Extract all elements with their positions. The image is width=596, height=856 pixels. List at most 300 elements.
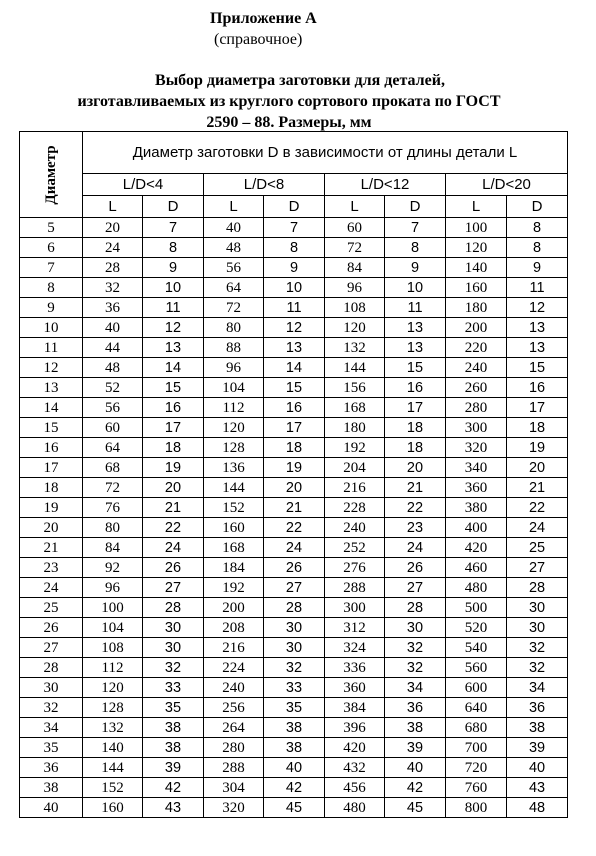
table-row [20, 498, 568, 518]
length-cell: 288 [325, 578, 385, 598]
diameter-cell: 5 [20, 218, 83, 238]
diameter-column-header [20, 132, 83, 218]
table-row [20, 258, 568, 278]
length-cell: 60 [83, 418, 143, 438]
blank-diameter-cell: 21 [385, 478, 446, 498]
blank-diameter-cell: 38 [143, 738, 204, 758]
length-cell: 152 [83, 778, 143, 798]
table-row [20, 678, 568, 698]
header-row-groups [20, 174, 568, 196]
blank-diameter-cell: 40 [507, 758, 568, 778]
diameter-cell: 13 [20, 378, 83, 398]
blank-diameter-cell: 30 [385, 618, 446, 638]
length-cell: 104 [83, 618, 143, 638]
table-row [20, 238, 568, 258]
length-cell: 40 [204, 218, 264, 238]
blank-diameter-cell: 13 [385, 338, 446, 358]
length-cell: 500 [446, 598, 507, 618]
blank-diameter-cell: 22 [507, 498, 568, 518]
blank-diameter-cell: 32 [385, 638, 446, 658]
length-cell: 216 [204, 638, 264, 658]
length-cell: 288 [204, 758, 264, 778]
table-row [20, 698, 568, 718]
diameter-cell: 28 [20, 658, 83, 678]
length-cell: 240 [325, 518, 385, 538]
length-cell: 480 [446, 578, 507, 598]
table-row [20, 758, 568, 778]
length-cell: 136 [204, 458, 264, 478]
blank-diameter-cell: 19 [143, 458, 204, 478]
length-cell: 140 [446, 258, 507, 278]
blank-diameter-cell: 11 [143, 298, 204, 318]
table-row [20, 558, 568, 578]
blank-diameter-cell: 43 [143, 798, 204, 818]
length-cell: 92 [83, 558, 143, 578]
blank-diameter-cell: 24 [507, 518, 568, 538]
diameter-cell: 21 [20, 538, 83, 558]
blank-diameter-cell: 16 [264, 398, 325, 418]
diameter-cell: 11 [20, 338, 83, 358]
blank-diameter-cell: 38 [143, 718, 204, 738]
length-cell: 168 [325, 398, 385, 418]
length-cell: 200 [204, 598, 264, 618]
table-row [20, 298, 568, 318]
length-cell: 84 [325, 258, 385, 278]
diameter-cell: 19 [20, 498, 83, 518]
diameter-cell: 24 [20, 578, 83, 598]
length-cell: 192 [204, 578, 264, 598]
length-cell: 96 [83, 578, 143, 598]
length-cell: 112 [83, 658, 143, 678]
blank-diameter-cell: 39 [507, 738, 568, 758]
length-cell: 68 [83, 458, 143, 478]
blank-diameter-cell: 33 [143, 678, 204, 698]
length-cell: 320 [204, 798, 264, 818]
table-header [20, 132, 568, 218]
blank-diameter-cell: 18 [385, 418, 446, 438]
blank-diameter-cell: 48 [507, 798, 568, 818]
table-row [20, 418, 568, 438]
table-row [20, 398, 568, 418]
length-cell: 184 [204, 558, 264, 578]
length-cell: 380 [446, 498, 507, 518]
document-title [20, 70, 580, 133]
blank-diameter-cell: 12 [143, 318, 204, 338]
length-cell: 680 [446, 718, 507, 738]
blank-diameter-cell: 23 [385, 518, 446, 538]
length-cell: 400 [446, 518, 507, 538]
length-cell: 224 [204, 658, 264, 678]
blank-diameter-cell: 28 [264, 598, 325, 618]
length-cell: 100 [83, 598, 143, 618]
blank-diameter-cell: 24 [264, 538, 325, 558]
group-header-ld20: L/D<20 [446, 174, 568, 196]
blank-diameter-cell: 8 [264, 238, 325, 258]
sub-header-l: L [446, 196, 507, 218]
blank-diameter-cell: 8 [143, 238, 204, 258]
blank-diameter-cell: 39 [385, 738, 446, 758]
blank-diameter-cell: 15 [143, 378, 204, 398]
diameter-cell: 17 [20, 458, 83, 478]
blank-diameter-cell: 38 [507, 718, 568, 738]
blank-diameter-cell: 25 [507, 538, 568, 558]
document-title-line-1: Выбор диаметра заготовки для деталей, [155, 72, 445, 89]
blank-diameter-cell: 19 [507, 438, 568, 458]
blank-diameter-cell: 43 [507, 778, 568, 798]
blank-diameter-cell: 21 [507, 478, 568, 498]
length-cell: 760 [446, 778, 507, 798]
blank-diameter-cell: 10 [264, 278, 325, 298]
table-row [20, 318, 568, 338]
length-cell: 144 [204, 478, 264, 498]
length-cell: 420 [446, 538, 507, 558]
length-cell: 52 [83, 378, 143, 398]
blank-diameter-cell: 7 [143, 218, 204, 238]
length-cell: 280 [446, 398, 507, 418]
length-cell: 360 [325, 678, 385, 698]
length-cell: 128 [83, 698, 143, 718]
blank-diameter-cell: 12 [507, 298, 568, 318]
length-cell: 96 [325, 278, 385, 298]
sub-header-l: L [204, 196, 264, 218]
blank-diameter-cell: 9 [264, 258, 325, 278]
blank-diameter-cell: 30 [264, 618, 325, 638]
blank-diameter-cell: 16 [385, 378, 446, 398]
blank-diameter-cell: 30 [507, 598, 568, 618]
diameter-cell: 25 [20, 598, 83, 618]
length-cell: 720 [446, 758, 507, 778]
length-cell: 480 [325, 798, 385, 818]
blank-diameter-cell: 8 [385, 238, 446, 258]
length-cell: 384 [325, 698, 385, 718]
blank-diameter-cell: 26 [143, 558, 204, 578]
blank-diameter-cell: 27 [143, 578, 204, 598]
table-row [20, 718, 568, 738]
blank-diameter-cell: 42 [264, 778, 325, 798]
blank-diameter-cell: 26 [385, 558, 446, 578]
diameter-cell: 16 [20, 438, 83, 458]
blank-diameter-cell: 10 [385, 278, 446, 298]
length-cell: 112 [204, 398, 264, 418]
diameter-table [19, 131, 568, 818]
length-cell: 324 [325, 638, 385, 658]
table-row [20, 378, 568, 398]
length-cell: 600 [446, 678, 507, 698]
length-cell: 36 [83, 298, 143, 318]
blank-diameter-cell: 11 [264, 298, 325, 318]
length-cell: 120 [83, 678, 143, 698]
length-cell: 320 [446, 438, 507, 458]
blank-diameter-cell: 13 [264, 338, 325, 358]
length-cell: 24 [83, 238, 143, 258]
blank-diameter-cell: 30 [507, 618, 568, 638]
length-cell: 456 [325, 778, 385, 798]
length-cell: 120 [325, 318, 385, 338]
diameter-cell: 35 [20, 738, 83, 758]
table-row [20, 658, 568, 678]
table-row [20, 478, 568, 498]
length-cell: 160 [83, 798, 143, 818]
blank-diameter-cell: 22 [385, 498, 446, 518]
blank-diameter-cell: 32 [385, 658, 446, 678]
length-cell: 160 [204, 518, 264, 538]
length-cell: 304 [204, 778, 264, 798]
length-cell: 360 [446, 478, 507, 498]
length-cell: 276 [325, 558, 385, 578]
blank-diameter-cell: 20 [143, 478, 204, 498]
diameter-cell: 30 [20, 678, 83, 698]
length-cell: 108 [325, 298, 385, 318]
blank-diameter-cell: 34 [507, 678, 568, 698]
blank-diameter-cell: 9 [507, 258, 568, 278]
diameter-cell: 20 [20, 518, 83, 538]
length-cell: 396 [325, 718, 385, 738]
length-cell: 200 [446, 318, 507, 338]
length-cell: 252 [325, 538, 385, 558]
length-cell: 28 [83, 258, 143, 278]
blank-diameter-cell: 20 [385, 458, 446, 478]
length-cell: 260 [446, 378, 507, 398]
diameter-column-label: Диаметр [43, 144, 59, 205]
blank-diameter-cell: 9 [385, 258, 446, 278]
length-cell: 80 [83, 518, 143, 538]
length-cell: 168 [204, 538, 264, 558]
length-cell: 44 [83, 338, 143, 358]
length-cell: 88 [204, 338, 264, 358]
blank-diameter-cell: 45 [385, 798, 446, 818]
appendix-subtitle: (справочное) [214, 31, 303, 48]
sub-header-d: D [385, 196, 446, 218]
blank-diameter-cell: 42 [143, 778, 204, 798]
blank-diameter-cell: 35 [143, 698, 204, 718]
blank-diameter-cell: 18 [143, 438, 204, 458]
sub-header-d: D [507, 196, 568, 218]
main-header: Диаметр заготовки D в зависимости от длины детали L [83, 132, 568, 174]
blank-diameter-cell: 34 [385, 678, 446, 698]
blank-diameter-cell: 17 [143, 418, 204, 438]
blank-diameter-cell: 30 [264, 638, 325, 658]
diameter-cell: 18 [20, 478, 83, 498]
blank-diameter-cell: 24 [143, 538, 204, 558]
header-row-main [20, 132, 568, 174]
header-row-sub [20, 196, 568, 218]
appendix-title: Приложение А [210, 10, 317, 27]
blank-diameter-cell: 21 [264, 498, 325, 518]
length-cell: 700 [446, 738, 507, 758]
blank-diameter-cell: 18 [385, 438, 446, 458]
blank-diameter-cell: 32 [507, 658, 568, 678]
blank-diameter-cell: 27 [507, 558, 568, 578]
blank-diameter-cell: 17 [264, 418, 325, 438]
blank-diameter-cell: 32 [507, 638, 568, 658]
length-cell: 152 [204, 498, 264, 518]
length-cell: 56 [83, 398, 143, 418]
blank-diameter-cell: 40 [385, 758, 446, 778]
length-cell: 520 [446, 618, 507, 638]
length-cell: 800 [446, 798, 507, 818]
length-cell: 312 [325, 618, 385, 638]
blank-diameter-cell: 27 [264, 578, 325, 598]
blank-diameter-cell: 18 [507, 418, 568, 438]
sub-header-d: D [143, 196, 204, 218]
length-cell: 300 [325, 598, 385, 618]
length-cell: 432 [325, 758, 385, 778]
blank-diameter-cell: 14 [143, 358, 204, 378]
diameter-cell: 12 [20, 358, 83, 378]
sub-header-l: L [83, 196, 143, 218]
blank-diameter-cell: 7 [264, 218, 325, 238]
blank-diameter-cell: 22 [264, 518, 325, 538]
diameter-cell: 15 [20, 418, 83, 438]
length-cell: 132 [325, 338, 385, 358]
blank-diameter-cell: 28 [385, 598, 446, 618]
group-header-ld4: L/D<4 [83, 174, 204, 196]
blank-diameter-cell: 32 [143, 658, 204, 678]
table-row [20, 218, 568, 238]
length-cell: 100 [446, 218, 507, 238]
blank-diameter-cell: 28 [143, 598, 204, 618]
length-cell: 20 [83, 218, 143, 238]
diameter-cell: 8 [20, 278, 83, 298]
table-row [20, 458, 568, 478]
blank-diameter-cell: 13 [143, 338, 204, 358]
blank-diameter-cell: 26 [264, 558, 325, 578]
table-row [20, 338, 568, 358]
blank-diameter-cell: 13 [507, 318, 568, 338]
table-row [20, 738, 568, 758]
length-cell: 540 [446, 638, 507, 658]
table-row [20, 798, 568, 818]
length-cell: 64 [83, 438, 143, 458]
blank-diameter-cell: 36 [507, 698, 568, 718]
length-cell: 300 [446, 418, 507, 438]
blank-diameter-cell: 30 [143, 638, 204, 658]
blank-diameter-cell: 38 [385, 718, 446, 738]
diameter-cell: 34 [20, 718, 83, 738]
length-cell: 84 [83, 538, 143, 558]
length-cell: 340 [446, 458, 507, 478]
table-row [20, 778, 568, 798]
length-cell: 128 [204, 438, 264, 458]
length-cell: 56 [204, 258, 264, 278]
blank-diameter-cell: 20 [507, 458, 568, 478]
length-cell: 32 [83, 278, 143, 298]
length-cell: 72 [325, 238, 385, 258]
length-cell: 256 [204, 698, 264, 718]
table-body [20, 218, 568, 818]
blank-diameter-cell: 14 [264, 358, 325, 378]
length-cell: 460 [446, 558, 507, 578]
length-cell: 180 [446, 298, 507, 318]
diameter-cell: 27 [20, 638, 83, 658]
length-cell: 120 [446, 238, 507, 258]
length-cell: 144 [325, 358, 385, 378]
diameter-cell: 32 [20, 698, 83, 718]
blank-diameter-cell: 28 [507, 578, 568, 598]
blank-diameter-cell: 17 [507, 398, 568, 418]
length-cell: 640 [446, 698, 507, 718]
blank-diameter-cell: 32 [264, 658, 325, 678]
diameter-cell: 40 [20, 798, 83, 818]
blank-diameter-cell: 16 [143, 398, 204, 418]
length-cell: 204 [325, 458, 385, 478]
blank-diameter-cell: 15 [264, 378, 325, 398]
sub-header-l: L [325, 196, 385, 218]
blank-diameter-cell: 8 [507, 238, 568, 258]
blank-diameter-cell: 33 [264, 678, 325, 698]
length-cell: 64 [204, 278, 264, 298]
blank-diameter-cell: 16 [507, 378, 568, 398]
length-cell: 60 [325, 218, 385, 238]
length-cell: 220 [446, 338, 507, 358]
length-cell: 280 [204, 738, 264, 758]
length-cell: 72 [83, 478, 143, 498]
blank-diameter-cell: 15 [507, 358, 568, 378]
blank-diameter-cell: 15 [385, 358, 446, 378]
blank-diameter-cell: 20 [264, 478, 325, 498]
blank-diameter-cell: 45 [264, 798, 325, 818]
length-cell: 420 [325, 738, 385, 758]
blank-diameter-cell: 13 [385, 318, 446, 338]
table-row [20, 278, 568, 298]
length-cell: 264 [204, 718, 264, 738]
blank-diameter-cell: 7 [385, 218, 446, 238]
length-cell: 156 [325, 378, 385, 398]
diameter-cell: 36 [20, 758, 83, 778]
blank-diameter-cell: 8 [507, 218, 568, 238]
table-row [20, 618, 568, 638]
length-cell: 40 [83, 318, 143, 338]
blank-diameter-cell: 22 [143, 518, 204, 538]
blank-diameter-cell: 39 [143, 758, 204, 778]
table-row [20, 598, 568, 618]
blank-diameter-cell: 11 [507, 278, 568, 298]
length-cell: 336 [325, 658, 385, 678]
document-title-line-3: 2590 – 88. Размеры, мм [206, 114, 372, 131]
length-cell: 560 [446, 658, 507, 678]
blank-diameter-cell: 36 [385, 698, 446, 718]
length-cell: 104 [204, 378, 264, 398]
length-cell: 48 [83, 358, 143, 378]
blank-diameter-cell: 10 [143, 278, 204, 298]
group-header-ld8: L/D<8 [204, 174, 325, 196]
blank-diameter-cell: 38 [264, 718, 325, 738]
diameter-cell: 9 [20, 298, 83, 318]
length-cell: 208 [204, 618, 264, 638]
blank-diameter-cell: 9 [143, 258, 204, 278]
length-cell: 72 [204, 298, 264, 318]
blank-diameter-cell: 21 [143, 498, 204, 518]
blank-diameter-cell: 30 [143, 618, 204, 638]
blank-diameter-cell: 17 [385, 398, 446, 418]
length-cell: 228 [325, 498, 385, 518]
diameter-cell: 10 [20, 318, 83, 338]
length-cell: 120 [204, 418, 264, 438]
table-row [20, 578, 568, 598]
length-cell: 240 [204, 678, 264, 698]
blank-diameter-cell: 13 [507, 338, 568, 358]
blank-diameter-cell: 42 [385, 778, 446, 798]
table-row [20, 538, 568, 558]
table-row [20, 518, 568, 538]
sub-header-d: D [264, 196, 325, 218]
length-cell: 48 [204, 238, 264, 258]
document-title-line-2: изготавливаемых из круглого сортового проката по ГОСТ [77, 93, 501, 110]
group-header-ld12: L/D<12 [325, 174, 446, 196]
blank-diameter-cell: 12 [264, 318, 325, 338]
length-cell: 160 [446, 278, 507, 298]
length-cell: 80 [204, 318, 264, 338]
